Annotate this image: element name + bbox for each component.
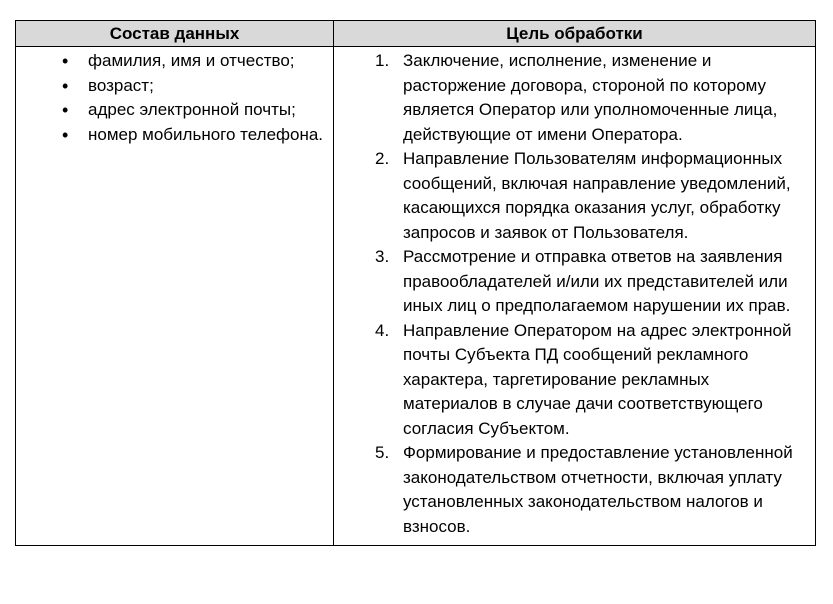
purpose-text: Заключение, исполнение, изменение и расторжение договора, стороной по которому является Оператор или уполномоченные лица, действующие от имени Оператора. <box>403 51 778 144</box>
list-item <box>20 98 329 123</box>
list-item <box>338 147 811 245</box>
purposes-list <box>338 49 811 539</box>
data-item-text: номер мобильного телефона. <box>88 124 324 144</box>
purpose-text: Направление Пользователям информационных сообщений, включая направление уведомлений, касающихся порядка оказания услуг, обработку запросов и заявок от Пользователя. <box>403 149 791 242</box>
bullet-icon: • <box>62 75 69 96</box>
list-item <box>338 441 811 539</box>
item-number: 3. <box>375 247 390 266</box>
data-items-list <box>20 49 329 147</box>
list-item <box>20 123 329 148</box>
purpose-text: Рассмотрение и отправка ответов на заявления правообладателей и/или их представителей или иных лиц о предполагаемом нарушении их прав. <box>403 247 791 315</box>
data-processing-table <box>15 20 816 546</box>
purpose-text: Направление Оператором на адрес электронной почты Субъекта ПД сообщений рекламного характера, таргетирование рекламных материалов в случае дачи соответствующего согласия Субъектом. <box>403 320 792 438</box>
processing-purpose-cell <box>334 47 816 546</box>
table-row <box>16 47 816 546</box>
list-item <box>20 74 329 99</box>
data-composition-cell <box>16 47 334 546</box>
header-data-composition: Состав данных <box>16 21 334 47</box>
list-item <box>20 49 329 74</box>
data-item-text: адрес электронной почты; <box>88 100 296 119</box>
item-number: 4. <box>375 320 390 340</box>
header-processing-purpose: Цель обработки <box>334 21 816 47</box>
list-item <box>338 319 811 442</box>
list-item <box>338 49 811 147</box>
data-item-text: возраст; <box>88 75 154 95</box>
bullet-icon: • <box>62 124 69 145</box>
bullet-icon: • <box>62 100 69 120</box>
purpose-text: Формирование и предоставление установленной законодательством отчетности, включая уплату установленных законодательством налогов и взносов. <box>403 443 793 536</box>
data-item-text: фамилия, имя и отчество; <box>88 51 295 70</box>
table-header-row <box>16 21 816 47</box>
item-number: 5. <box>375 443 390 462</box>
bullet-icon: • <box>62 51 69 71</box>
list-item <box>338 245 811 319</box>
item-number: 1. <box>375 51 390 70</box>
item-number: 2. <box>375 149 390 168</box>
